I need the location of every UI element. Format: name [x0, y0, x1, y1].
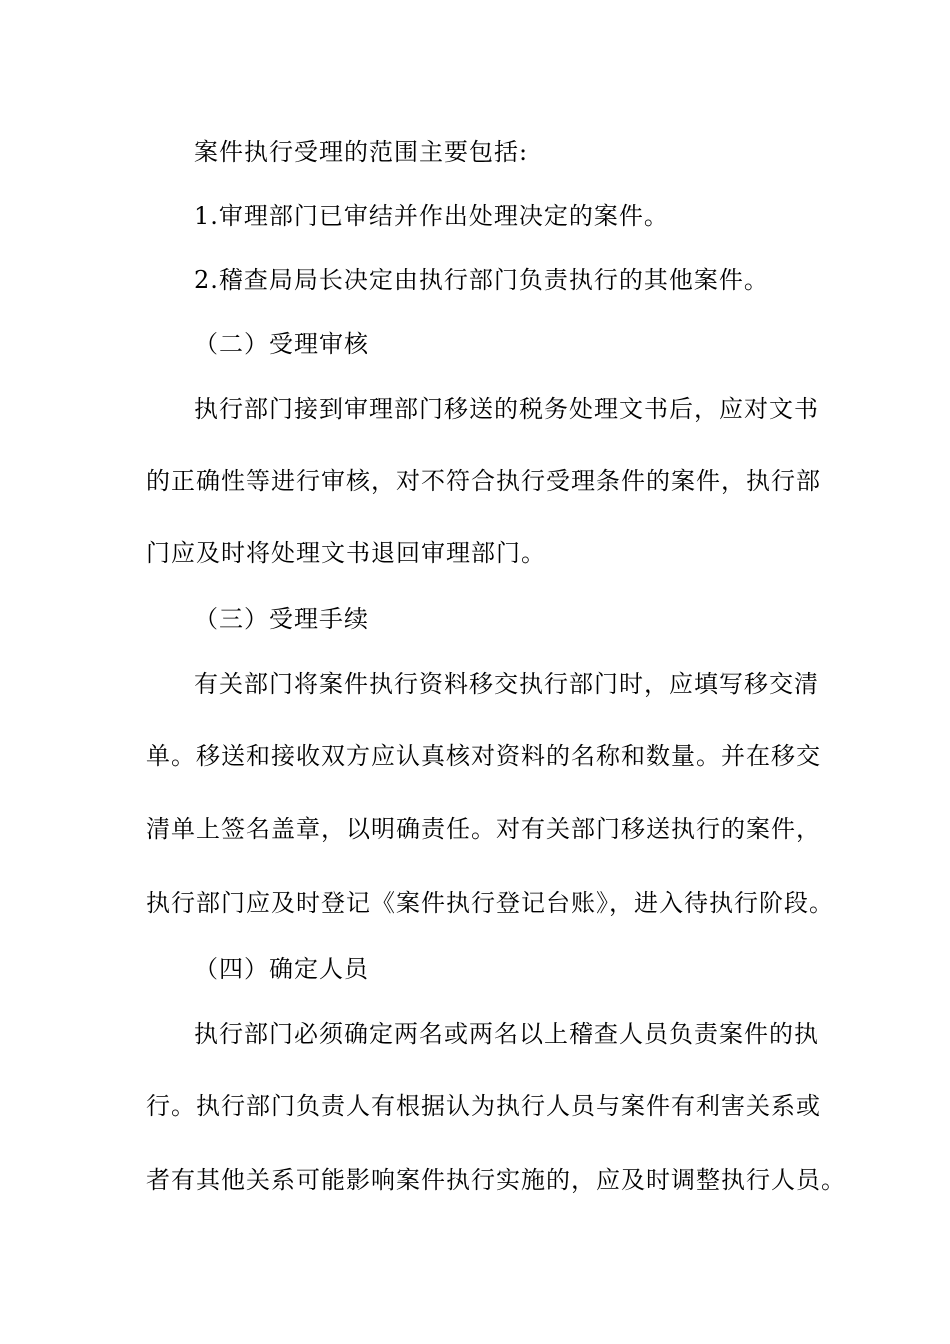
scope-item-1: 1.审理部门已审结并作出处理决定的案件。	[194, 202, 669, 230]
section-heading-personnel: （四）确定人员	[194, 955, 369, 983]
procedure-paragraph-line-4: 执行部门应及时登记《案件执行登记台账》，进入待执行阶段。	[146, 889, 834, 917]
procedure-paragraph-line-3: 清单上签名盖章，以明确责任。对有关部门移送执行的案件，	[146, 815, 821, 843]
review-paragraph-line-2: 的正确性等进行审核，对不符合执行受理条件的案件，执行部	[146, 467, 821, 495]
personnel-paragraph-line-2: 行。执行部门负责人有根据认为执行人员与案件有利害关系或	[146, 1092, 821, 1120]
review-paragraph-line-3: 门应及时将处理文书退回审理部门。	[146, 539, 546, 567]
scope-intro-line: 案件执行受理的范围主要包括:	[194, 138, 529, 166]
section-heading-procedure: （三）受理手续	[194, 605, 369, 633]
personnel-paragraph-line-3: 者有其他关系可能影响案件执行实施的，应及时调整执行人员。	[146, 1166, 846, 1194]
scope-item-2: 2.稽查局局长决定由执行部门负责执行的其他案件。	[194, 266, 769, 294]
procedure-paragraph-line-2: 单。移送和接收双方应认真核对资料的名称和数量。并在移交	[146, 742, 821, 770]
review-paragraph-line-1: 执行部门接到审理部门移送的税务处理文书后，应对文书	[194, 395, 819, 423]
section-heading-review: （二）受理审核	[194, 330, 369, 358]
procedure-paragraph-line-1: 有关部门将案件执行资料移交执行部门时，应填写移交清	[194, 670, 819, 698]
personnel-paragraph-line-1: 执行部门必须确定两名或两名以上稽查人员负责案件的执	[194, 1020, 819, 1048]
